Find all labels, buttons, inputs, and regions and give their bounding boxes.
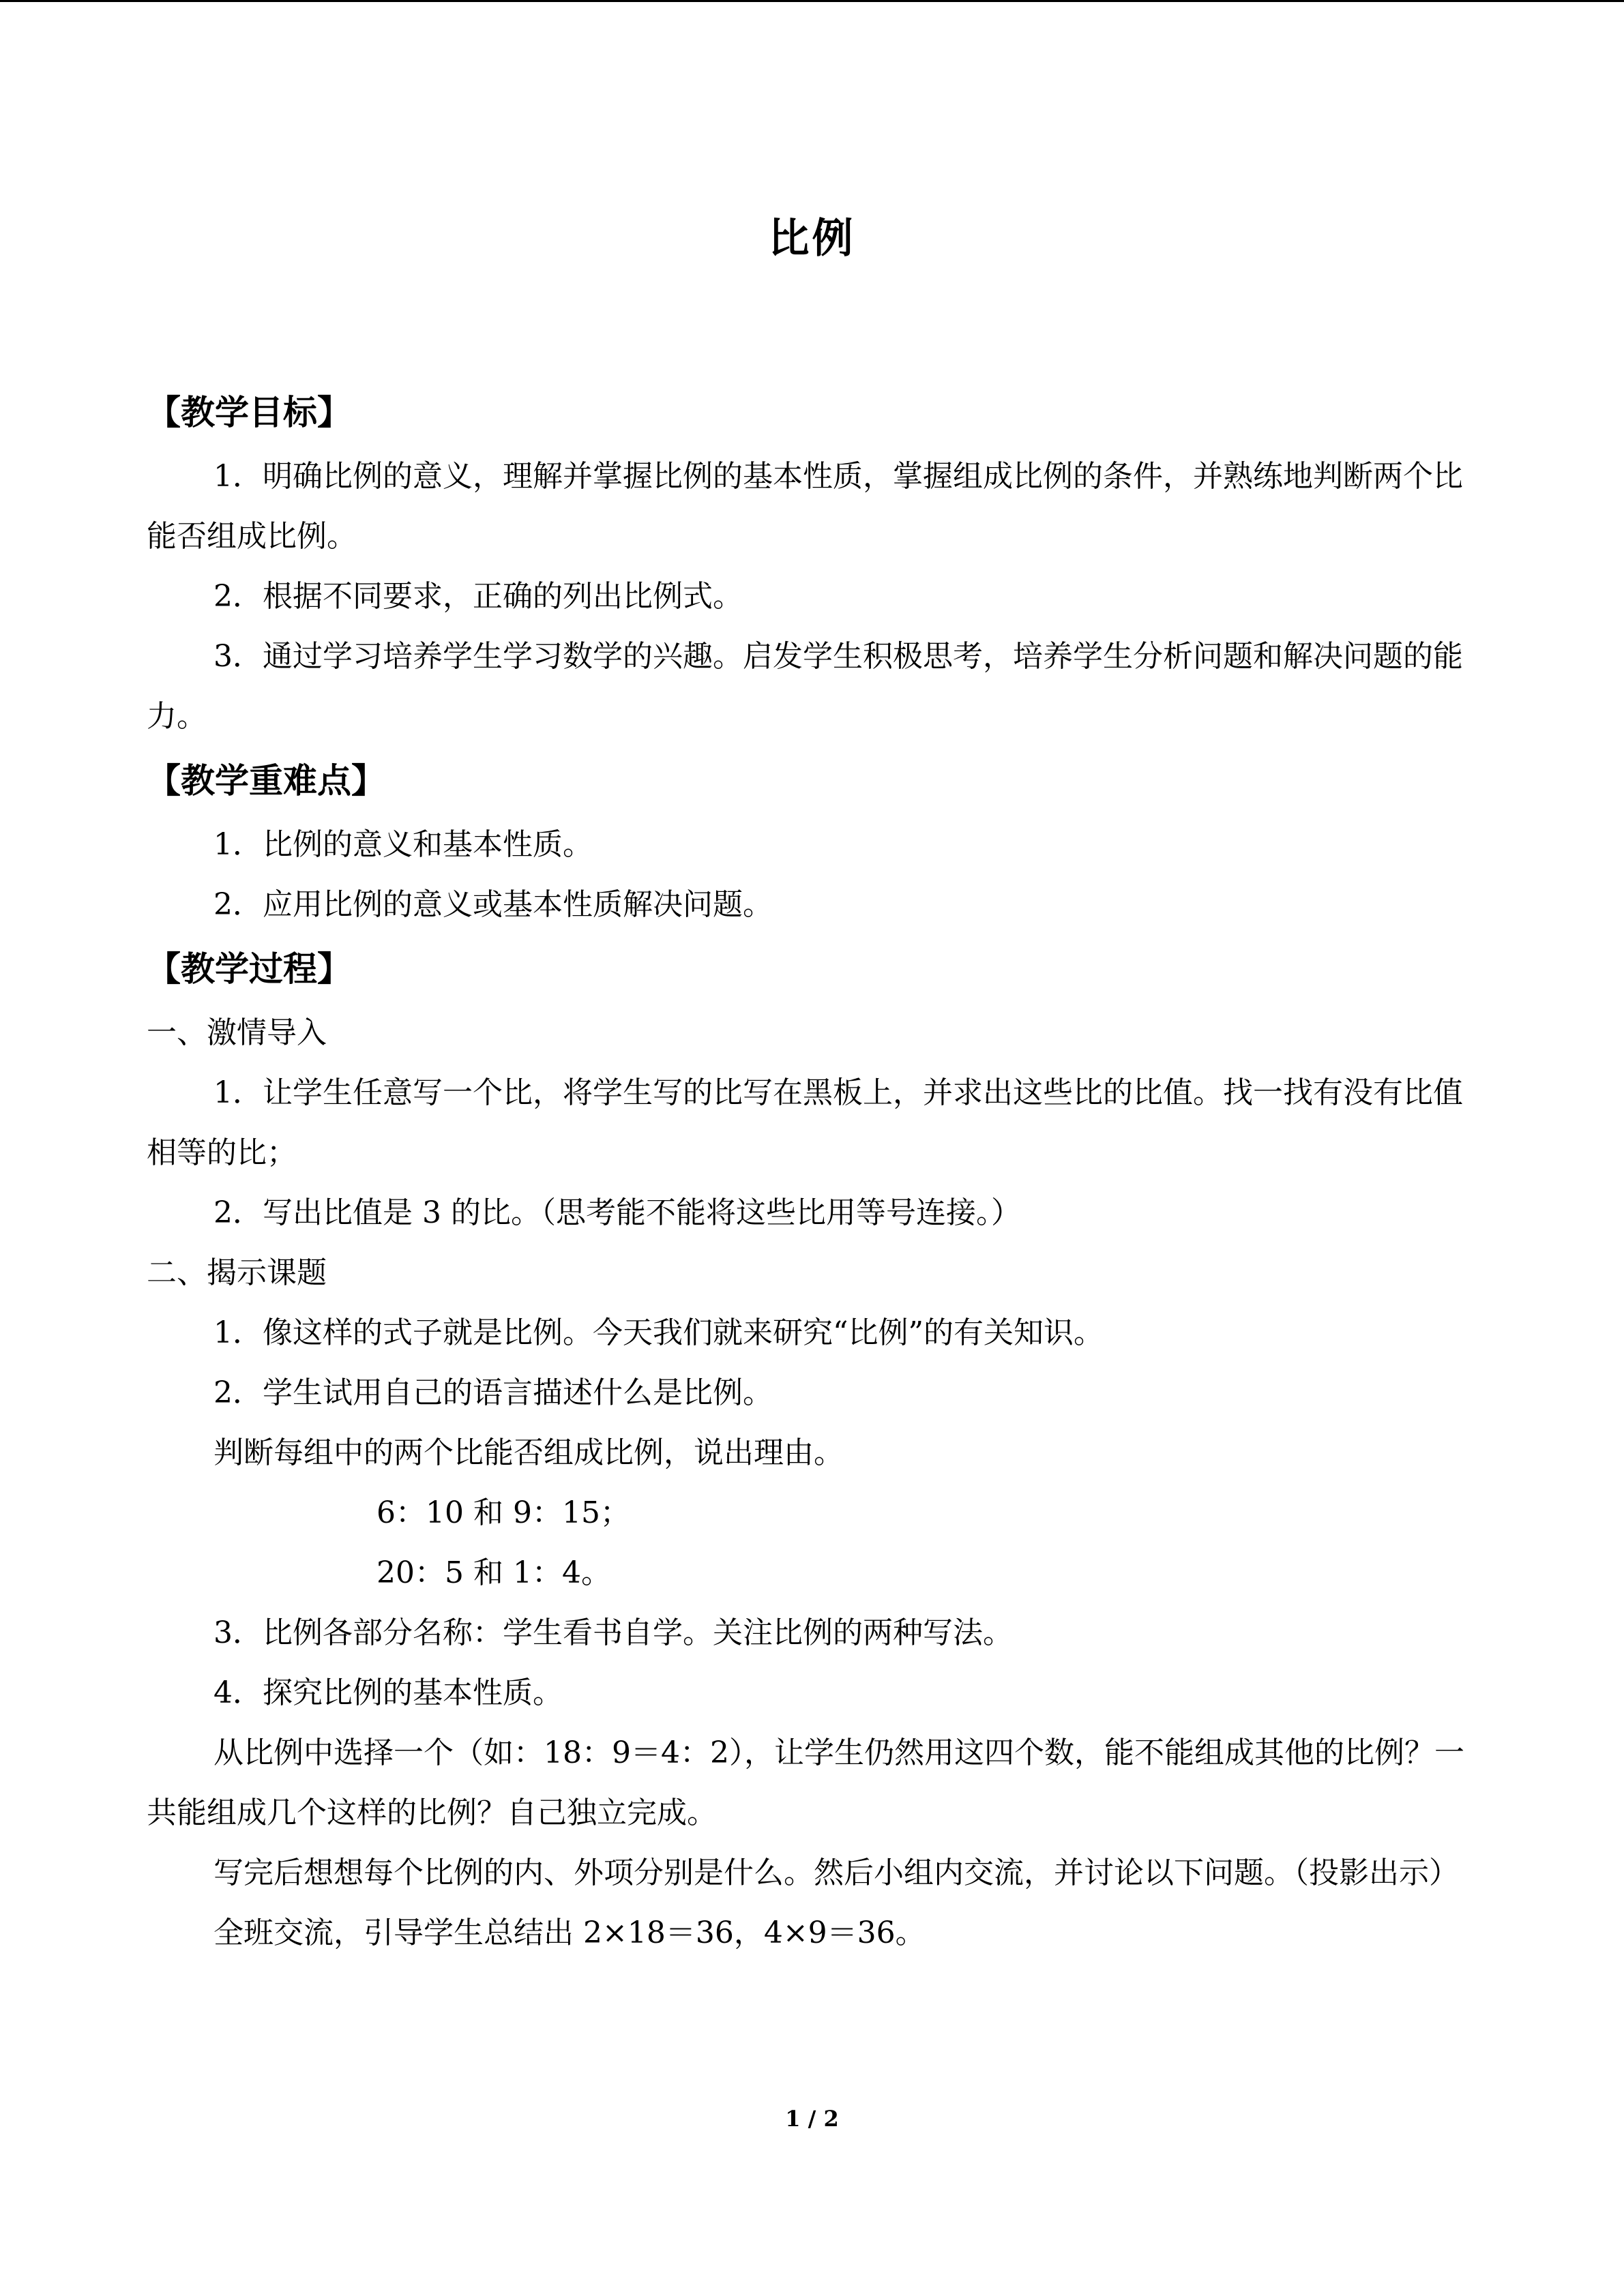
section-heading-key-points: 【教学重难点】	[147, 761, 385, 801]
process-part1-item-1: 1．让学生任意写一个比，将学生写的比写在黑板上，并求出这些比的比值。找一找有没有比值相等的比；	[147, 1075, 1463, 1170]
process-part2-item-2: 2．学生试用自己的语言描述什么是比例。	[213, 1375, 773, 1410]
key-point-item-2: 2．应用比例的意义或基本性质解决问题。	[213, 887, 773, 922]
objective-item-3: 3．通过学习培养学生学习数学的兴趣。启发学生积极思考，培养学生分析问题和解决问题的能力。	[147, 639, 1463, 734]
process-part2-judge: 判断每组中的两个比能否组成比例，说出理由。	[213, 1435, 844, 1470]
objective-item-2: 2．根据不同要求，正确的列出比例式。	[213, 579, 743, 614]
section-heading-process: 【教学过程】	[147, 949, 351, 989]
process-part1-title: 一、激情导入	[147, 1015, 327, 1050]
process-part1-item-2: 2．写出比值是 3 的比。（思考能不能将这些比用等号连接。）	[213, 1195, 1021, 1230]
process-part2-paragraph-3: 全班交流，引导学生总结出 2×18＝36，4×9＝36。	[213, 1915, 926, 1950]
process-part2-item-1: 1．像这样的式子就是比例。今天我们就来研究“比例”的有关知识。	[213, 1315, 1104, 1350]
document-body	[147, 378, 1477, 1963]
process-part2-title: 二、揭示课题	[147, 1255, 327, 1290]
objective-item-1: 1．明确比例的意义，理解并掌握比例的基本性质，掌握组成比例的条件，并熟练地判断两个比能否组成比例。	[147, 459, 1463, 554]
ratio-example-2: 20：5 和 1：4。	[377, 1555, 611, 1590]
key-point-item-1: 1．比例的意义和基本性质。	[213, 827, 593, 862]
section-heading-objectives: 【教学目标】	[147, 393, 351, 432]
document-title: 比例	[768, 215, 856, 263]
process-part2-item-4: 4．探究比例的基本性质。	[213, 1675, 563, 1710]
process-part2-item-3: 3．比例各部分名称：学生看书自学。关注比例的两种写法。	[213, 1615, 1013, 1650]
page-number: 1 / 2	[785, 2106, 839, 2132]
ratio-example-1: 6：10 和 9：15；	[377, 1495, 630, 1530]
process-part2-paragraph-1: 从比例中选择一个（如：18：9＝4：2），让学生仍然用这四个数，能不能组成其他的比例？一共能组成几个这样的比例？自己独立完成。	[147, 1735, 1464, 1830]
top-border-line	[0, 0, 1624, 2]
process-part2-paragraph-2: 写完后想想每个比例的内、外项分别是什么。然后小组内交流，并讨论以下问题。（投影出示）	[213, 1855, 1459, 1890]
